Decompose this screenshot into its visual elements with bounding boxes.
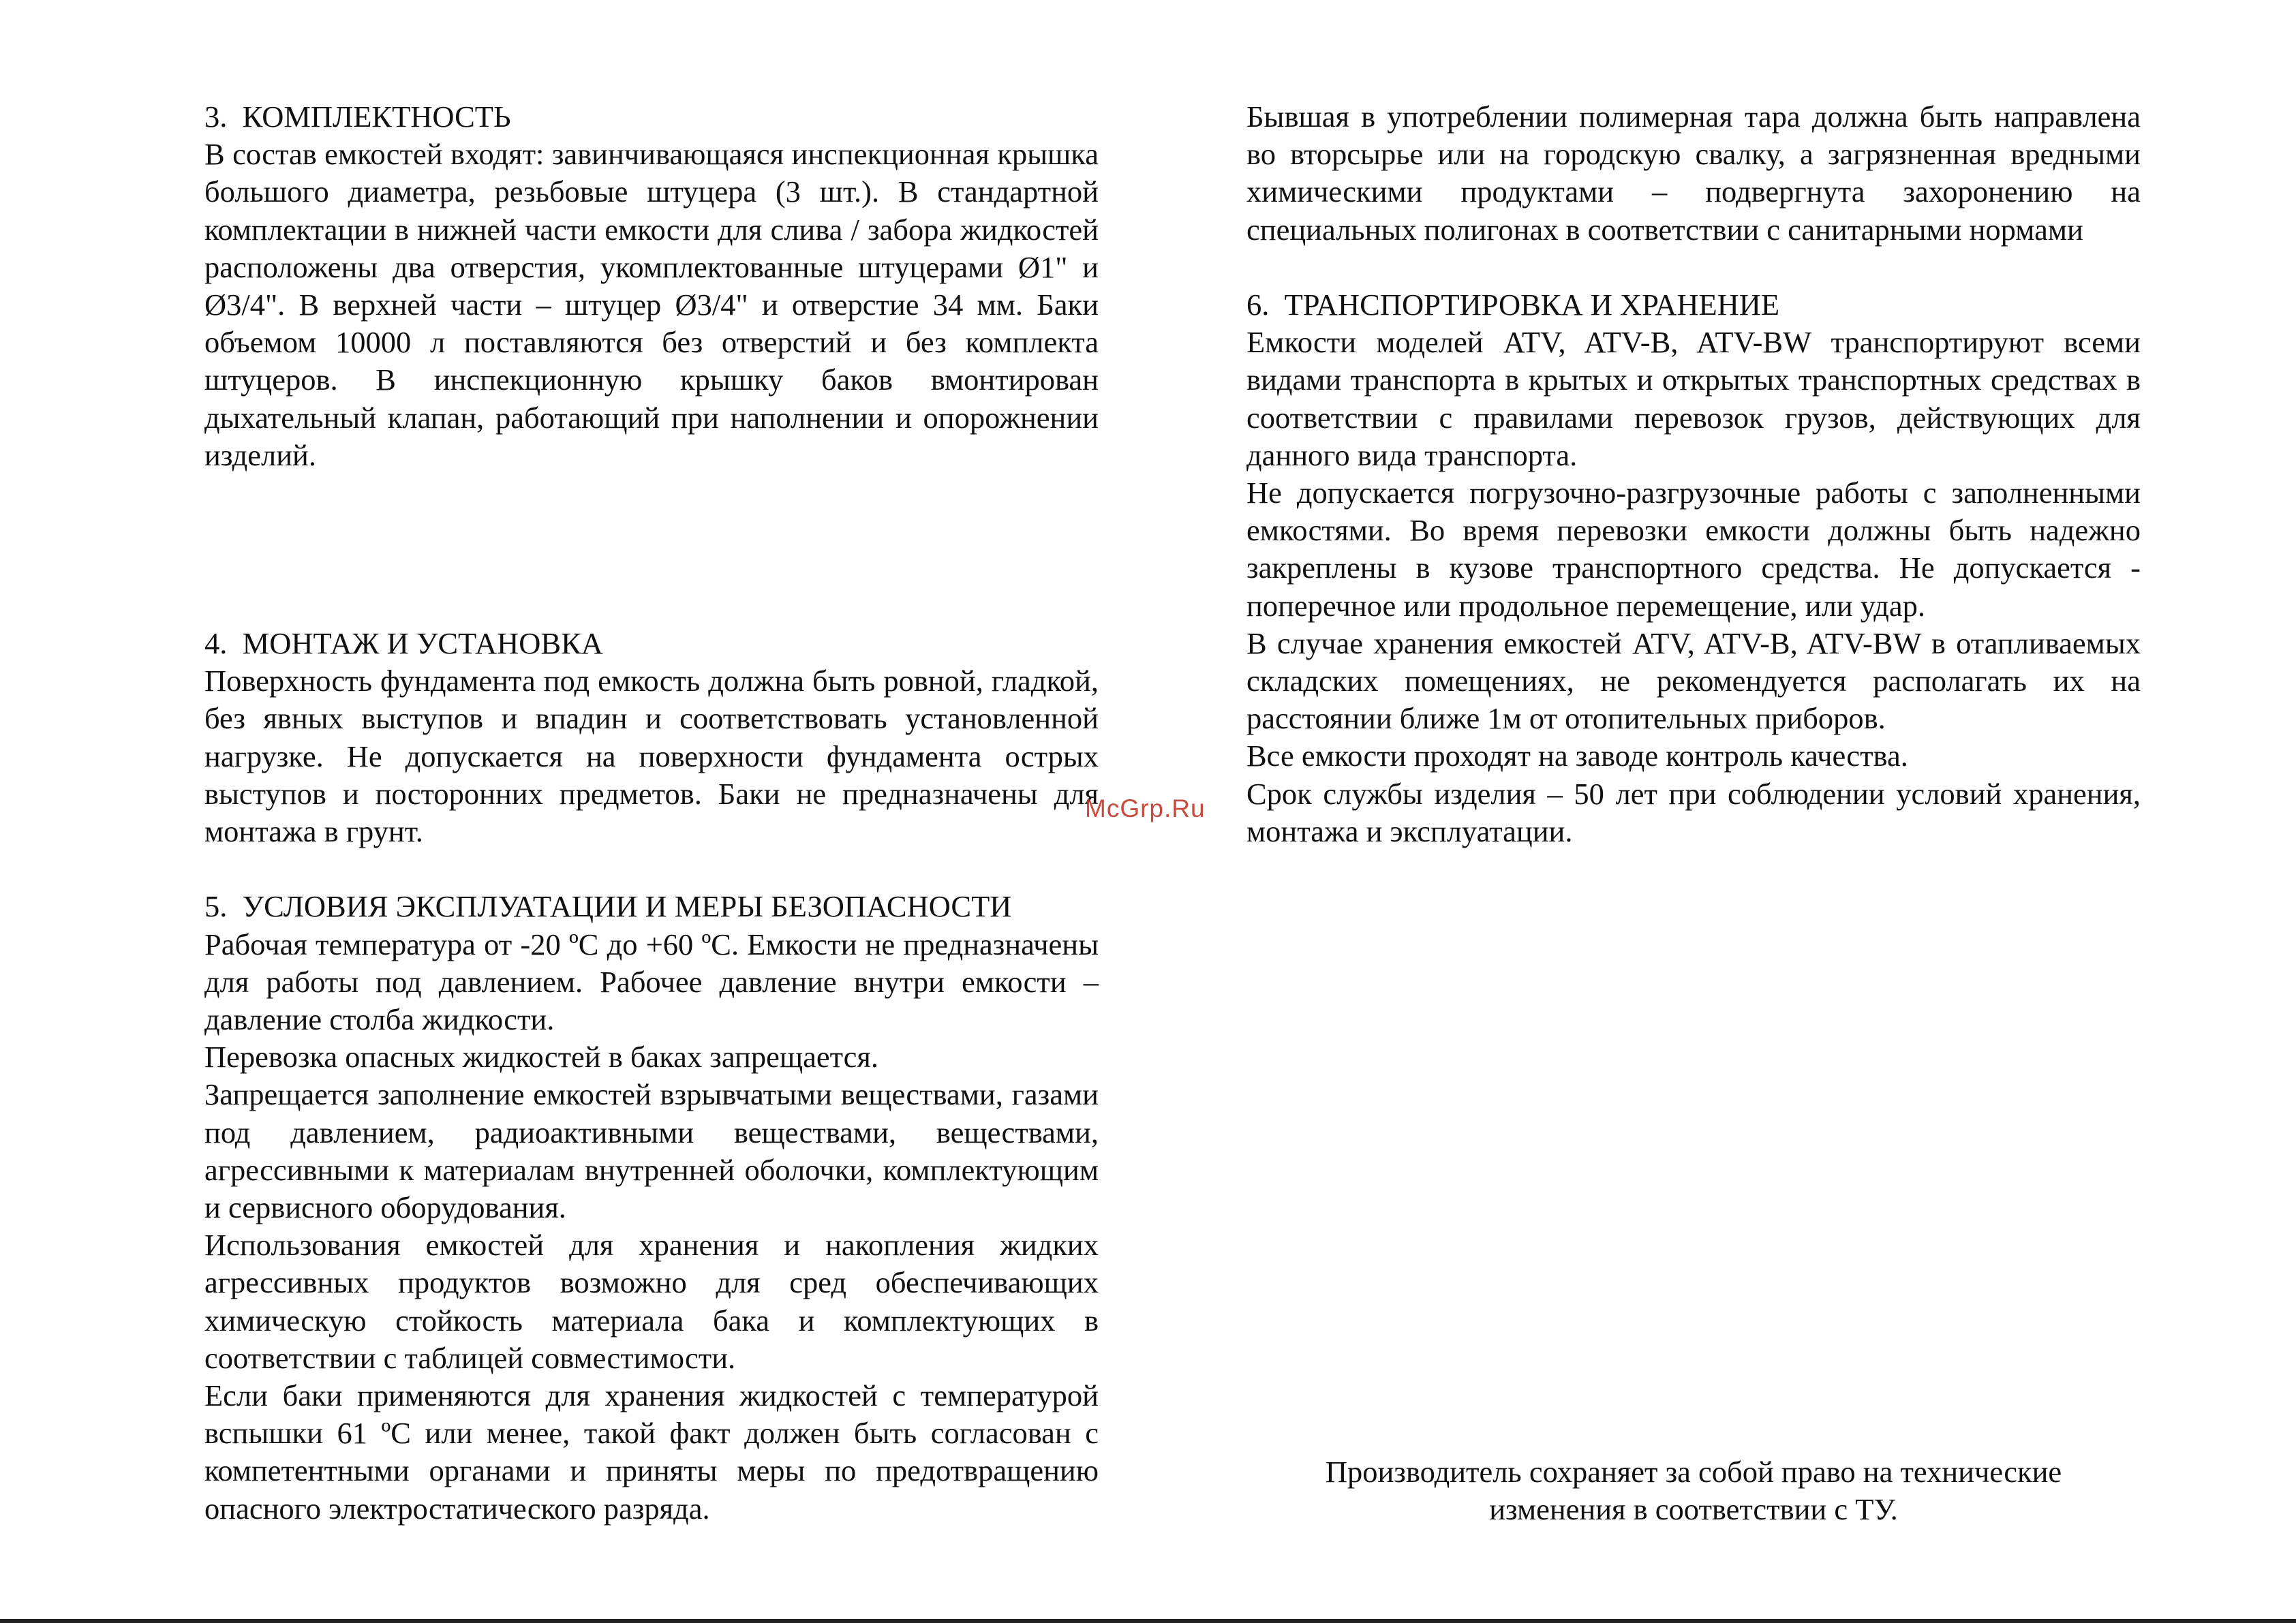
- section-6-paragraph: Все емкости проходят на заводе контроль качества.: [1246, 739, 1908, 773]
- section-5-paragraph: Запрещается заполнение емкостей взрывчатыми веществами, газами под давлением, радиоактивными веществами, веществами, агрессивными к материалам внутренней оболочки, комплектующим и сервисного оборудования.: [204, 1077, 1099, 1225]
- manufacturer-note: [1246, 1453, 2141, 1528]
- manufacturer-note-line: Производитель сохраняет за собой право на технические: [1325, 1455, 2062, 1489]
- section-6-paragraph: Не допускается погрузочно-разгрузочные работы с заполненными емкостями. Во время перевозки емкости должны быть надежно закреплены в кузове транспортного средства. Не допускается - поперечное или продольное перемещение, или удар.: [1246, 476, 2141, 623]
- section-3-title: 3. КОМПЛЕКТНОСТЬ: [204, 99, 511, 134]
- section-3-text: В состав емкостей входят: завинчивающаяся инспекционная крышка большого диаметра, резьбовые штуцера (3 шт.). В стандартной комплектации в нижней части емкости для слива / забора жидкостей расположены два отверстия, укомплектованные штуцерами Ø1" и Ø3/4". В верхней части – штуцер Ø3/4" и отверстие 34 мм. Баки объемом 10000 л поставляются без отверстий и без комплекта штуцеров. В инспекционную крышку баков вмонтирован дыхательный клапан, работающий при наполнении и опорожнении изделий.: [204, 137, 1099, 472]
- section-4-text: Поверхность фундамента под емкость должна быть ровной, гладкой, без явных выступов и впадин и соответствовать установленной нагрузке. Не допускается на поверхности фундамента острых выступов и посторонних предметов. Баки не предназначены для монтажа в грунт.: [204, 664, 1099, 849]
- section-5-paragraph: Перевозка опасных жидкостей в баках запрещается.: [204, 1040, 878, 1075]
- section-4-title: 4. МОНТАЖ И УСТАНОВКА: [204, 626, 603, 661]
- watermark-text: McGrp.Ru: [1085, 794, 1206, 822]
- section-5-paragraph: Рабочая температура от -20 ºС до +60 ºС. Емкости не предназначены для работы под давлением. Рабочее давление внутри емкости – давление столба жидкости.: [204, 927, 1099, 1037]
- spacer: [204, 474, 1099, 625]
- right-column: [1246, 98, 2141, 850]
- left-column: [204, 98, 1099, 1528]
- section-6-title: 6. ТРАНСПОРТИРОВКА И ХРАНЕНИЕ: [1246, 288, 1780, 322]
- manufacturer-note-line: изменения в соответствии с ТУ.: [1489, 1492, 1898, 1527]
- section-6-paragraph: Срок службы изделия – 50 лет при соблюдении условий хранения, монтажа и эксплуатации.: [1246, 776, 2141, 848]
- section-5-paragraph: Использования емкостей для хранения и накопления жидких агрессивных продуктов возможно для сред обеспечивающих химическую стойкость материала бака и комплектующих в соответствии с таблицей совместимости.: [204, 1228, 1099, 1375]
- spacer: [1246, 249, 2141, 286]
- page-bottom-border: [0, 1619, 2296, 1623]
- disposal-text: Бывшая в употреблении полимерная тара должна быть направлена во вторсырье или на городскую свалку, а загрязненная вредными химическими продуктами – подвергнута захоронению на специальных полигонах в соответствии с санитарными нормами: [1246, 99, 2141, 247]
- section-5-paragraph: Если баки применяются для хранения жидкостей с температурой вспышки 61 ºС или менее, такой факт должен быть согласован с компетентными органами и приняты меры по предотвращению опасного электростатического разряда.: [204, 1378, 1099, 1526]
- section-6-paragraph: В случае хранения емкостей ATV, ATV-B, ATV-BW в отапливаемых складских помещениях, не рекомендуется располагать их на расстоянии ближе 1м от отопительных приборов.: [1246, 625, 2141, 736]
- section-6-paragraph: Емкости моделей ATV, ATV-B, ATV-BW транспортируют всеми видами транспорта в крытых и открытых транспортных средствах в соответствии с правилами перевозок грузов, действующих для данного вида транспорта.: [1246, 325, 2141, 472]
- spacer: [204, 850, 1099, 888]
- section-5-title: 5. УСЛОВИЯ ЭКСПЛУАТАЦИИ И МЕРЫ БЕЗОПАСНОСТИ: [204, 889, 1012, 924]
